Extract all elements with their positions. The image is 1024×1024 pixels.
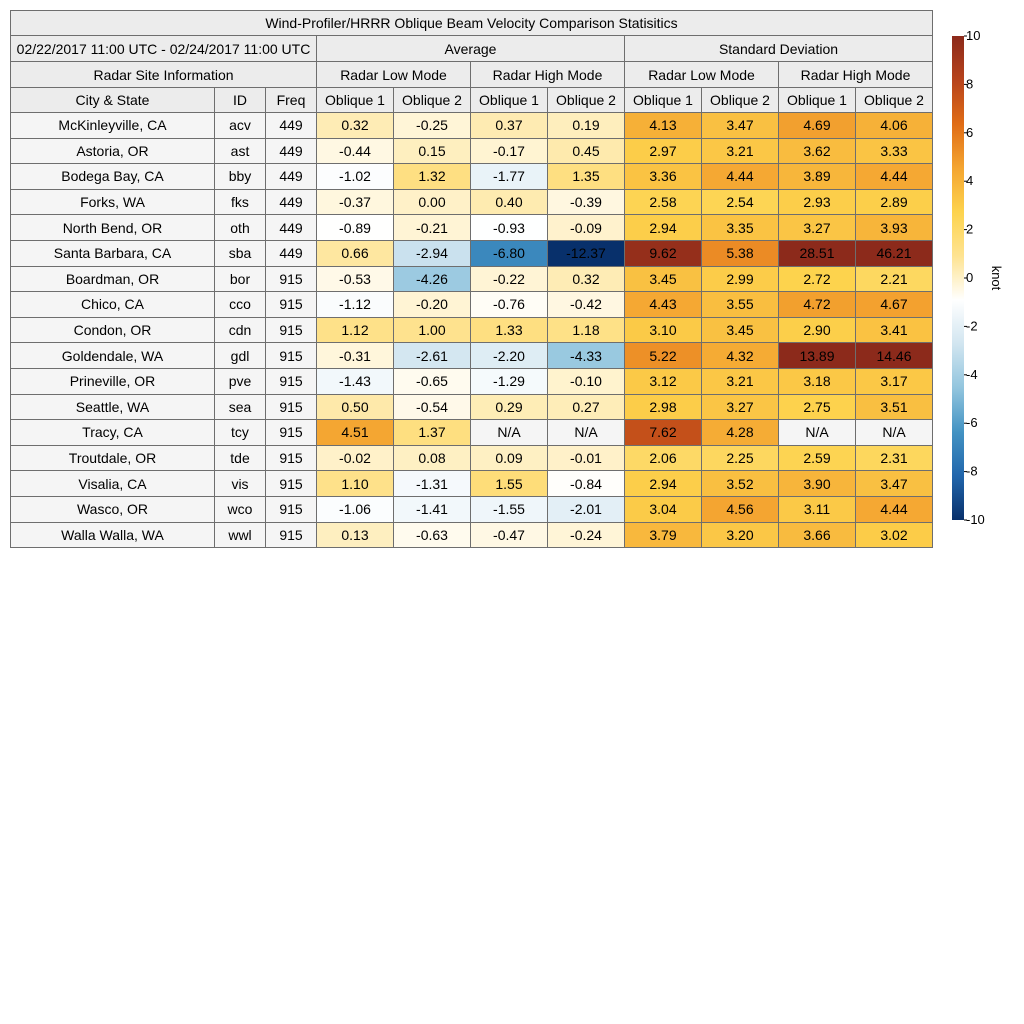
colorbar-gradient: [952, 36, 964, 520]
std-value-cell: 3.04: [625, 496, 702, 522]
column-header-std-low-oblique1: Oblique 1: [625, 88, 702, 113]
site-id-cell: cco: [215, 292, 266, 318]
table-row: [11, 189, 933, 215]
table-row: [11, 317, 933, 343]
site-city-cell: North Bend, OR: [11, 215, 215, 241]
colorbar-tick-label: -2: [966, 318, 978, 334]
std-high-mode-header: Radar High Mode: [779, 62, 933, 88]
average-value-cell: -0.76: [471, 292, 548, 318]
average-value-cell: -0.37: [317, 189, 394, 215]
site-city-cell: Chico, CA: [11, 292, 215, 318]
std-value-cell: 46.21: [856, 240, 933, 266]
std-value-cell: 2.93: [779, 189, 856, 215]
table-row: [11, 445, 933, 471]
column-header-avg-high-oblique1: Oblique 1: [471, 88, 548, 113]
site-freq-cell: 915: [266, 292, 317, 318]
average-value-cell: -1.12: [317, 292, 394, 318]
std-value-cell: 2.99: [702, 266, 779, 292]
column-header-id: ID: [215, 88, 266, 113]
average-value-cell: 0.32: [317, 113, 394, 139]
std-value-cell: 2.59: [779, 445, 856, 471]
std-low-mode-header: Radar Low Mode: [625, 62, 779, 88]
column-header-avg-low-oblique2: Oblique 2: [394, 88, 471, 113]
std-group-header: Standard Deviation: [625, 36, 933, 62]
average-value-cell: -1.29: [471, 368, 548, 394]
average-value-cell: -1.31: [394, 471, 471, 497]
site-city-cell: Walla Walla, WA: [11, 522, 215, 548]
average-value-cell: 0.27: [548, 394, 625, 420]
std-value-cell: 2.98: [625, 394, 702, 420]
avg-high-mode-header: Radar High Mode: [471, 62, 625, 88]
site-freq-cell: 915: [266, 471, 317, 497]
column-header-std-high-oblique1: Oblique 1: [779, 88, 856, 113]
average-value-cell: 0.13: [317, 522, 394, 548]
colorbar-tick-label: 10: [966, 28, 981, 43]
site-id-cell: sba: [215, 240, 266, 266]
average-value-cell: 0.15: [394, 138, 471, 164]
std-value-cell: 3.93: [856, 215, 933, 241]
column-header-std-high-oblique2: Oblique 2: [856, 88, 933, 113]
colorbar-tick-label: 4: [966, 173, 974, 189]
site-city-cell: Tracy, CA: [11, 420, 215, 446]
average-value-cell: -1.77: [471, 164, 548, 190]
table-row: [11, 138, 933, 164]
average-value-cell: -0.89: [317, 215, 394, 241]
std-value-cell: 2.25: [702, 445, 779, 471]
site-id-cell: tcy: [215, 420, 266, 446]
std-value-cell: 28.51: [779, 240, 856, 266]
average-value-cell: -0.24: [548, 522, 625, 548]
std-value-cell: 4.44: [702, 164, 779, 190]
std-value-cell: 3.33: [856, 138, 933, 164]
std-value-cell: 2.94: [625, 471, 702, 497]
average-value-cell: 1.00: [394, 317, 471, 343]
average-value-cell: N/A: [471, 420, 548, 446]
std-value-cell: 9.62: [625, 240, 702, 266]
std-value-cell: 2.75: [779, 394, 856, 420]
average-value-cell: -0.39: [548, 189, 625, 215]
site-id-cell: pve: [215, 368, 266, 394]
site-id-cell: tde: [215, 445, 266, 471]
std-value-cell: 3.62: [779, 138, 856, 164]
site-city-cell: Goldendale, WA: [11, 343, 215, 369]
colorbar-tick-label: 0: [966, 270, 974, 285]
std-value-cell: 2.06: [625, 445, 702, 471]
column-header-avg-high-oblique2: Oblique 2: [548, 88, 625, 113]
site-city-cell: Troutdale, OR: [11, 445, 215, 471]
average-value-cell: 0.19: [548, 113, 625, 139]
std-value-cell: 2.90: [779, 317, 856, 343]
std-value-cell: 2.31: [856, 445, 933, 471]
std-value-cell: 2.58: [625, 189, 702, 215]
std-value-cell: 4.44: [856, 496, 933, 522]
site-id-cell: wco: [215, 496, 266, 522]
std-value-cell: N/A: [856, 420, 933, 446]
std-value-cell: 3.21: [702, 138, 779, 164]
std-value-cell: 3.11: [779, 496, 856, 522]
std-value-cell: 5.22: [625, 343, 702, 369]
std-value-cell: 3.90: [779, 471, 856, 497]
std-value-cell: 3.89: [779, 164, 856, 190]
average-value-cell: -0.47: [471, 522, 548, 548]
average-value-cell: 1.55: [471, 471, 548, 497]
date-range: 02/22/2017 11:00 UTC - 02/24/2017 11:00 UTC: [11, 36, 317, 62]
table-row: [11, 368, 933, 394]
average-value-cell: -0.93: [471, 215, 548, 241]
std-value-cell: 3.45: [702, 317, 779, 343]
average-value-cell: 1.35: [548, 164, 625, 190]
std-value-cell: 2.89: [856, 189, 933, 215]
average-value-cell: 1.10: [317, 471, 394, 497]
std-value-cell: 5.38: [702, 240, 779, 266]
colorbar-tick-label: 6: [966, 124, 974, 140]
average-value-cell: 1.33: [471, 317, 548, 343]
std-value-cell: 3.41: [856, 317, 933, 343]
average-value-cell: 4.51: [317, 420, 394, 446]
avg-low-mode-header: Radar Low Mode: [317, 62, 471, 88]
average-value-cell: -0.54: [394, 394, 471, 420]
average-value-cell: -0.84: [548, 471, 625, 497]
site-freq-cell: 915: [266, 445, 317, 471]
average-value-cell: 0.66: [317, 240, 394, 266]
table-row: [11, 522, 933, 548]
column-header-std-low-oblique2: Oblique 2: [702, 88, 779, 113]
std-value-cell: 3.27: [702, 394, 779, 420]
colorbar-tick-label: -6: [966, 415, 978, 431]
average-value-cell: -1.02: [317, 164, 394, 190]
site-id-cell: vis: [215, 471, 266, 497]
std-value-cell: 4.67: [856, 292, 933, 318]
average-value-cell: 1.12: [317, 317, 394, 343]
std-value-cell: 3.51: [856, 394, 933, 420]
average-value-cell: -0.20: [394, 292, 471, 318]
site-city-cell: Wasco, OR: [11, 496, 215, 522]
average-value-cell: -2.01: [548, 496, 625, 522]
table-row: [11, 292, 933, 318]
table-row: [11, 113, 933, 139]
std-value-cell: 3.35: [702, 215, 779, 241]
average-value-cell: -1.06: [317, 496, 394, 522]
std-value-cell: 2.54: [702, 189, 779, 215]
average-value-cell: -0.53: [317, 266, 394, 292]
std-value-cell: 2.21: [856, 266, 933, 292]
site-freq-cell: 915: [266, 343, 317, 369]
average-value-cell: 1.18: [548, 317, 625, 343]
average-value-cell: 0.08: [394, 445, 471, 471]
std-value-cell: 3.21: [702, 368, 779, 394]
site-freq-cell: 915: [266, 317, 317, 343]
site-city-cell: Seattle, WA: [11, 394, 215, 420]
table-row: [11, 394, 933, 420]
site-city-cell: Astoria, OR: [11, 138, 215, 164]
std-value-cell: 3.17: [856, 368, 933, 394]
site-info-header: Radar Site Information: [11, 62, 317, 88]
std-value-cell: 3.10: [625, 317, 702, 343]
std-value-cell: 4.43: [625, 292, 702, 318]
average-value-cell: 0.32: [548, 266, 625, 292]
site-id-cell: wwl: [215, 522, 266, 548]
table-row: [11, 496, 933, 522]
average-value-cell: -12.37: [548, 240, 625, 266]
average-value-cell: -2.20: [471, 343, 548, 369]
site-id-cell: sea: [215, 394, 266, 420]
std-value-cell: 4.72: [779, 292, 856, 318]
std-value-cell: 2.97: [625, 138, 702, 164]
average-value-cell: -0.25: [394, 113, 471, 139]
std-value-cell: 3.12: [625, 368, 702, 394]
std-value-cell: 3.27: [779, 215, 856, 241]
average-value-cell: -0.44: [317, 138, 394, 164]
std-value-cell: 4.06: [856, 113, 933, 139]
site-city-cell: Boardman, OR: [11, 266, 215, 292]
std-value-cell: 3.20: [702, 522, 779, 548]
std-value-cell: 4.44: [856, 164, 933, 190]
std-value-cell: 4.32: [702, 343, 779, 369]
average-value-cell: -4.33: [548, 343, 625, 369]
average-value-cell: 1.37: [394, 420, 471, 446]
site-id-cell: fks: [215, 189, 266, 215]
average-value-cell: -4.26: [394, 266, 471, 292]
std-value-cell: 3.36: [625, 164, 702, 190]
site-city-cell: Visalia, CA: [11, 471, 215, 497]
std-value-cell: 3.45: [625, 266, 702, 292]
average-value-cell: 0.09: [471, 445, 548, 471]
average-value-cell: 0.37: [471, 113, 548, 139]
site-freq-cell: 449: [266, 189, 317, 215]
std-value-cell: 3.47: [702, 113, 779, 139]
table-title: Wind-Profiler/HRRR Oblique Beam Velocity Comparison Statisitics: [11, 11, 933, 36]
average-value-cell: -0.09: [548, 215, 625, 241]
site-freq-cell: 449: [266, 138, 317, 164]
average-value-cell: -0.02: [317, 445, 394, 471]
site-freq-cell: 915: [266, 420, 317, 446]
colorbar-tick-label: 8: [966, 76, 974, 92]
column-header-freq: Freq: [266, 88, 317, 113]
average-value-cell: -2.61: [394, 343, 471, 369]
std-value-cell: 3.66: [779, 522, 856, 548]
statistics-table: [10, 10, 933, 548]
site-city-cell: Forks, WA: [11, 189, 215, 215]
std-value-cell: 14.46: [856, 343, 933, 369]
average-value-cell: 0.40: [471, 189, 548, 215]
average-value-cell: -1.41: [394, 496, 471, 522]
site-freq-cell: 915: [266, 394, 317, 420]
average-value-cell: N/A: [548, 420, 625, 446]
std-value-cell: 4.13: [625, 113, 702, 139]
site-city-cell: Prineville, OR: [11, 368, 215, 394]
site-id-cell: oth: [215, 215, 266, 241]
site-city-cell: McKinleyville, CA: [11, 113, 215, 139]
colorbar-tick-label: -8: [966, 463, 978, 479]
table-row: [11, 240, 933, 266]
std-value-cell: 2.72: [779, 266, 856, 292]
std-value-cell: 3.18: [779, 368, 856, 394]
column-header-city: City & State: [11, 88, 215, 113]
site-id-cell: cdn: [215, 317, 266, 343]
table-row: [11, 343, 933, 369]
site-freq-cell: 915: [266, 496, 317, 522]
site-freq-cell: 915: [266, 266, 317, 292]
average-value-cell: -0.31: [317, 343, 394, 369]
average-value-cell: 0.29: [471, 394, 548, 420]
site-freq-cell: 915: [266, 522, 317, 548]
site-id-cell: gdl: [215, 343, 266, 369]
table-row: [11, 471, 933, 497]
average-value-cell: 0.50: [317, 394, 394, 420]
table-row: [11, 420, 933, 446]
colorbar-tick-label: -4: [966, 366, 978, 382]
average-value-cell: 0.45: [548, 138, 625, 164]
site-id-cell: bor: [215, 266, 266, 292]
site-freq-cell: 449: [266, 164, 317, 190]
std-value-cell: 7.62: [625, 420, 702, 446]
site-id-cell: acv: [215, 113, 266, 139]
table-row: [11, 215, 933, 241]
average-value-cell: -0.17: [471, 138, 548, 164]
colorbar: [940, 28, 1020, 528]
colorbar-tick-label: 2: [966, 221, 974, 237]
average-value-cell: -0.63: [394, 522, 471, 548]
average-value-cell: 0.00: [394, 189, 471, 215]
average-group-header: Average: [317, 36, 625, 62]
site-freq-cell: 449: [266, 113, 317, 139]
site-city-cell: Santa Barbara, CA: [11, 240, 215, 266]
std-value-cell: 3.55: [702, 292, 779, 318]
average-value-cell: -0.21: [394, 215, 471, 241]
average-value-cell: -0.01: [548, 445, 625, 471]
site-city-cell: Condon, OR: [11, 317, 215, 343]
std-value-cell: 3.02: [856, 522, 933, 548]
std-value-cell: 2.94: [625, 215, 702, 241]
std-value-cell: 4.28: [702, 420, 779, 446]
average-value-cell: -0.42: [548, 292, 625, 318]
table-row: [11, 164, 933, 190]
average-value-cell: -0.65: [394, 368, 471, 394]
table-row: [11, 266, 933, 292]
average-value-cell: -2.94: [394, 240, 471, 266]
std-value-cell: 13.89: [779, 343, 856, 369]
site-city-cell: Bodega Bay, CA: [11, 164, 215, 190]
average-value-cell: -1.55: [471, 496, 548, 522]
site-freq-cell: 915: [266, 368, 317, 394]
colorbar-label: knot: [989, 265, 1004, 291]
table-body: [11, 113, 933, 548]
std-value-cell: 3.79: [625, 522, 702, 548]
average-value-cell: 1.32: [394, 164, 471, 190]
std-value-cell: N/A: [779, 420, 856, 446]
site-id-cell: bby: [215, 164, 266, 190]
site-freq-cell: 449: [266, 215, 317, 241]
std-value-cell: 3.47: [856, 471, 933, 497]
site-freq-cell: 449: [266, 240, 317, 266]
site-id-cell: ast: [215, 138, 266, 164]
average-value-cell: -6.80: [471, 240, 548, 266]
colorbar-tick-label: -10: [966, 512, 985, 527]
average-value-cell: -0.22: [471, 266, 548, 292]
std-value-cell: 3.52: [702, 471, 779, 497]
std-value-cell: 4.69: [779, 113, 856, 139]
average-value-cell: -0.10: [548, 368, 625, 394]
column-header-avg-low-oblique1: Oblique 1: [317, 88, 394, 113]
std-value-cell: 4.56: [702, 496, 779, 522]
average-value-cell: -1.43: [317, 368, 394, 394]
